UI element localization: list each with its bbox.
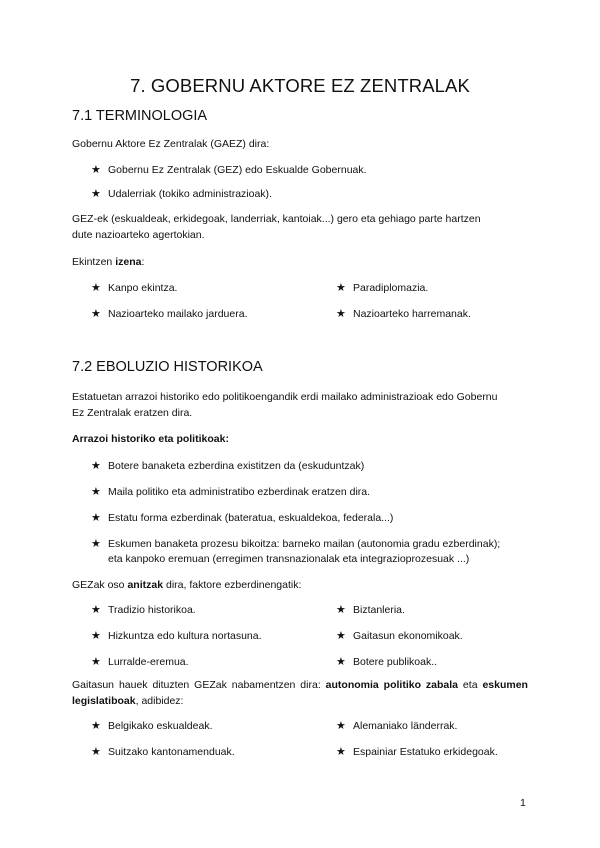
list-item: Gaitasun ekonomikoak. [353, 630, 463, 642]
eboluzio-paragraph-line1: Estatuetan arrazoi historiko edo politikoengandik erdi mailako administrazioak edo Gobernu [72, 391, 498, 403]
star-bullet-icon: ★ [91, 188, 101, 200]
names-label-suffix: : [141, 256, 145, 268]
cap-suffix: , adibidez: [135, 695, 184, 707]
star-bullet-icon: ★ [336, 656, 346, 668]
section-heading-eboluzio: 7.2 EBOLUZIO HISTORIKOA [72, 359, 263, 375]
cap-prefix: Gaitasun hauek dituzten GEZak nabamentzen dira: [72, 679, 326, 691]
list-item: Botere publikoak.. [353, 656, 438, 668]
list-item: Suitzako kantonamenduak. [108, 746, 235, 758]
eboluzio-paragraph-line2: Ez Zentralak eratzen dira. [72, 407, 193, 419]
capabilities-paragraph [72, 677, 528, 709]
star-bullet-icon: ★ [91, 486, 101, 498]
cap-bold-eskumen: eskumen legislatiboak [72, 679, 528, 707]
list-item: Maila politiko eta administratibo ezberdinak eratzen dira. [108, 486, 371, 498]
star-bullet-icon: ★ [91, 164, 101, 176]
star-bullet-icon: ★ [91, 656, 101, 668]
reasons-heading: Arrazoi historiko eta politikoak: [72, 433, 229, 445]
star-bullet-icon: ★ [336, 604, 346, 616]
page-number: 1 [520, 797, 526, 809]
star-bullet-icon: ★ [336, 720, 346, 732]
terminologia-intro: Gobernu Aktore Ez Zentralak (GAEZ) dira: [72, 138, 270, 150]
star-bullet-icon: ★ [91, 746, 101, 758]
list-item: Alemaniako länderrak. [353, 720, 458, 732]
list-item-line1: Eskumen banaketa prozesu bikoitza: barneko mailan (autonomia gradu ezberdinak); [108, 538, 501, 550]
gez-label-prefix: GEZak oso [72, 579, 128, 591]
gez-paragraph-line1: GEZ-ek (eskualdeak, erkidegoak, landerriak, kantoiak...) gero eta gehiago parte hartzen [72, 213, 481, 225]
list-item: Tradizio historikoa. [108, 604, 196, 616]
list-item: Belgikako eskualdeak. [108, 720, 213, 732]
gez-label-bold: anitzak [127, 579, 164, 591]
names-label [72, 254, 144, 270]
names-label-prefix: Ekintzen [72, 256, 116, 268]
star-bullet-icon: ★ [91, 282, 101, 294]
cap-bold-autonomia: autonomia politiko zabala [325, 679, 459, 691]
list-item: Espainiar Estatuko erkidegoak. [353, 746, 498, 758]
list-item: Biztanleria. [353, 604, 405, 616]
star-bullet-icon: ★ [91, 630, 101, 642]
list-item: Nazioarteko mailako jarduera. [108, 308, 248, 320]
star-bullet-icon: ★ [336, 630, 346, 642]
list-item: Gobernu Ez Zentralak (GEZ) edo Eskualde Gobernuak. [108, 164, 367, 176]
list-item: Udalerriak (tokiko administrazioak). [108, 188, 272, 200]
star-bullet-icon: ★ [91, 538, 101, 550]
list-item: Paradiplomazia. [353, 282, 429, 294]
gez-label-suffix: dira, faktore ezberdinengatik: [163, 579, 302, 591]
section-heading-terminologia: 7.1 TERMINOLOGIA [72, 108, 208, 124]
gez-diversity-label [72, 577, 301, 593]
page-title: 7. GOBERNU AKTORE EZ ZENTRALAK [130, 75, 470, 96]
list-item: Nazioarteko harremanak. [353, 308, 471, 320]
list-item: Hizkuntza edo kultura nortasuna. [108, 630, 262, 642]
star-bullet-icon: ★ [336, 308, 346, 320]
star-bullet-icon: ★ [336, 746, 346, 758]
list-item: Kanpo ekintza. [108, 282, 178, 294]
star-bullet-icon: ★ [336, 282, 346, 294]
names-label-bold: izena [115, 256, 142, 268]
list-item: Botere banaketa ezberdina existitzen da (eskuduntzak) [108, 460, 365, 472]
gez-paragraph-line2: dute nazioarteko agertokian. [72, 229, 205, 241]
cap-mid: eta [458, 679, 478, 691]
list-item: Estatu forma ezberdinak (bateratua, eskualdekoa, federala...) [108, 512, 394, 524]
list-item: Lurralde-eremua. [108, 656, 189, 668]
star-bullet-icon: ★ [91, 604, 101, 616]
star-bullet-icon: ★ [91, 308, 101, 320]
list-item-line2: eta kanpoko eremuan (erregimen transnazionalak eta integrazioprozesuak ...) [108, 553, 470, 565]
star-bullet-icon: ★ [91, 720, 101, 732]
star-bullet-icon: ★ [91, 512, 101, 524]
star-bullet-icon: ★ [91, 460, 101, 472]
